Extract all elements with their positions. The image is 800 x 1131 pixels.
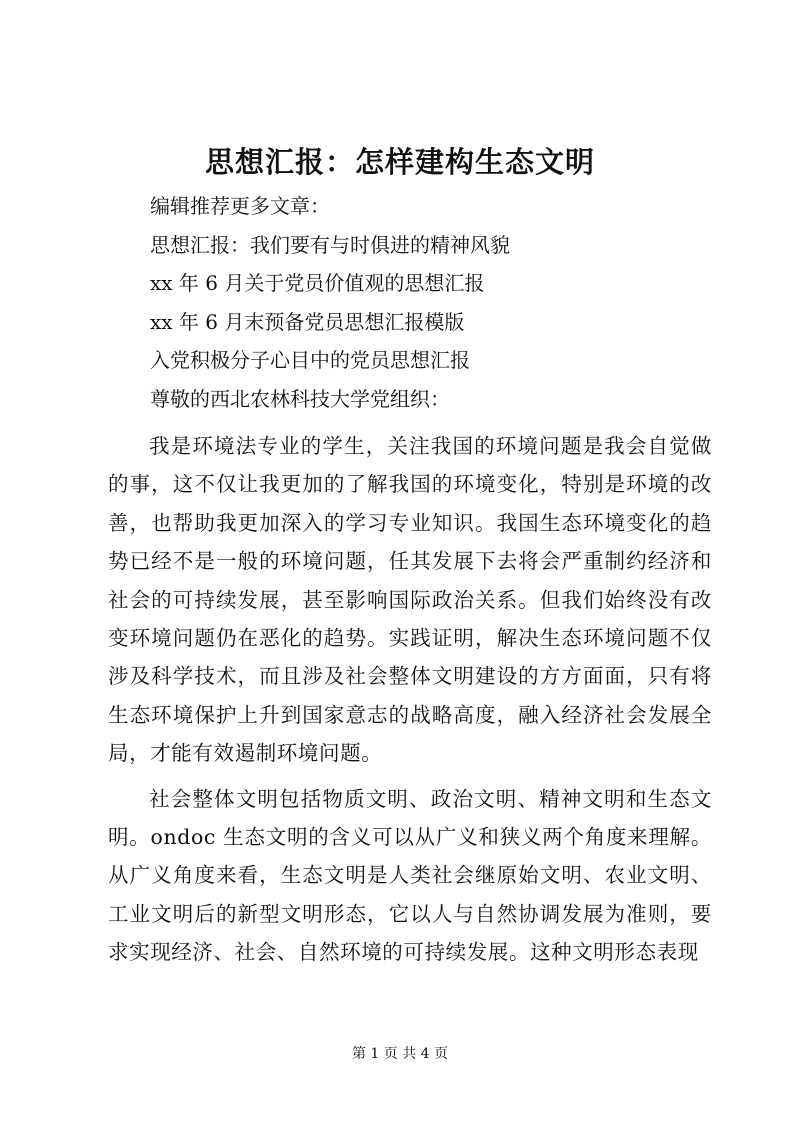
document-title: 思想汇报：怎样建构生态文明 — [204, 145, 595, 179]
salutation: 尊敬的西北农林科技大学党组织： — [150, 386, 450, 411]
related-article-link[interactable]: 入党积极分子心目中的党员思想汇报 — [150, 348, 470, 373]
body-paragraph: 社会整体文明包括物质文明、政治文明、精神文明和生态文明。ondoc 生态文明的含义可以从广义和狭义两个角度来理解。从广义角度来看，生态文明是人类社会继原始文明、农业文明、工业文明后的新型文明形态，它以人与自然协调发展为准则，要求实现经济、社会、自然环境的可持续发展。这种文明形态表现 — [108, 786, 712, 965]
page-footer: 第 1 页 共 4 页 — [351, 1046, 449, 1062]
related-article-link[interactable]: xx 年 6 月关于党员价值观的思想汇报 — [150, 271, 485, 296]
document-body — [108, 427, 712, 979]
header-lines — [150, 187, 710, 419]
related-article-link[interactable]: xx 年 6 月末预备党员思想汇报模版 — [150, 309, 465, 334]
body-paragraph: 我是环境法专业的学生，关注我国的环境问题是我会自觉做的事，这不仅让我更加的了解我国的环境变化，特别是环境的改善，也帮助我更加深入的学习专业知识。我国生态环境变化的趋势已经不是一般的环境问题，任其发展下去将会严重制约经济和社会的可持续发展，甚至影响国际政治关系。但我们始终没有改变环境问题仍在恶化的趋势。实践证明，解决生态环境问题不仅涉及科学技术，而且涉及社会整体文明建设的方方面面，只有将生态环境保护上升到国家意志的战略高度，融入经济社会发展全局，才能有效遏制环境问题。 — [108, 434, 712, 766]
related-article-link[interactable]: 思想汇报：我们要有与时俱进的精神风貌 — [150, 232, 510, 257]
recommend-label: 编辑推荐更多文章： — [150, 194, 330, 218]
